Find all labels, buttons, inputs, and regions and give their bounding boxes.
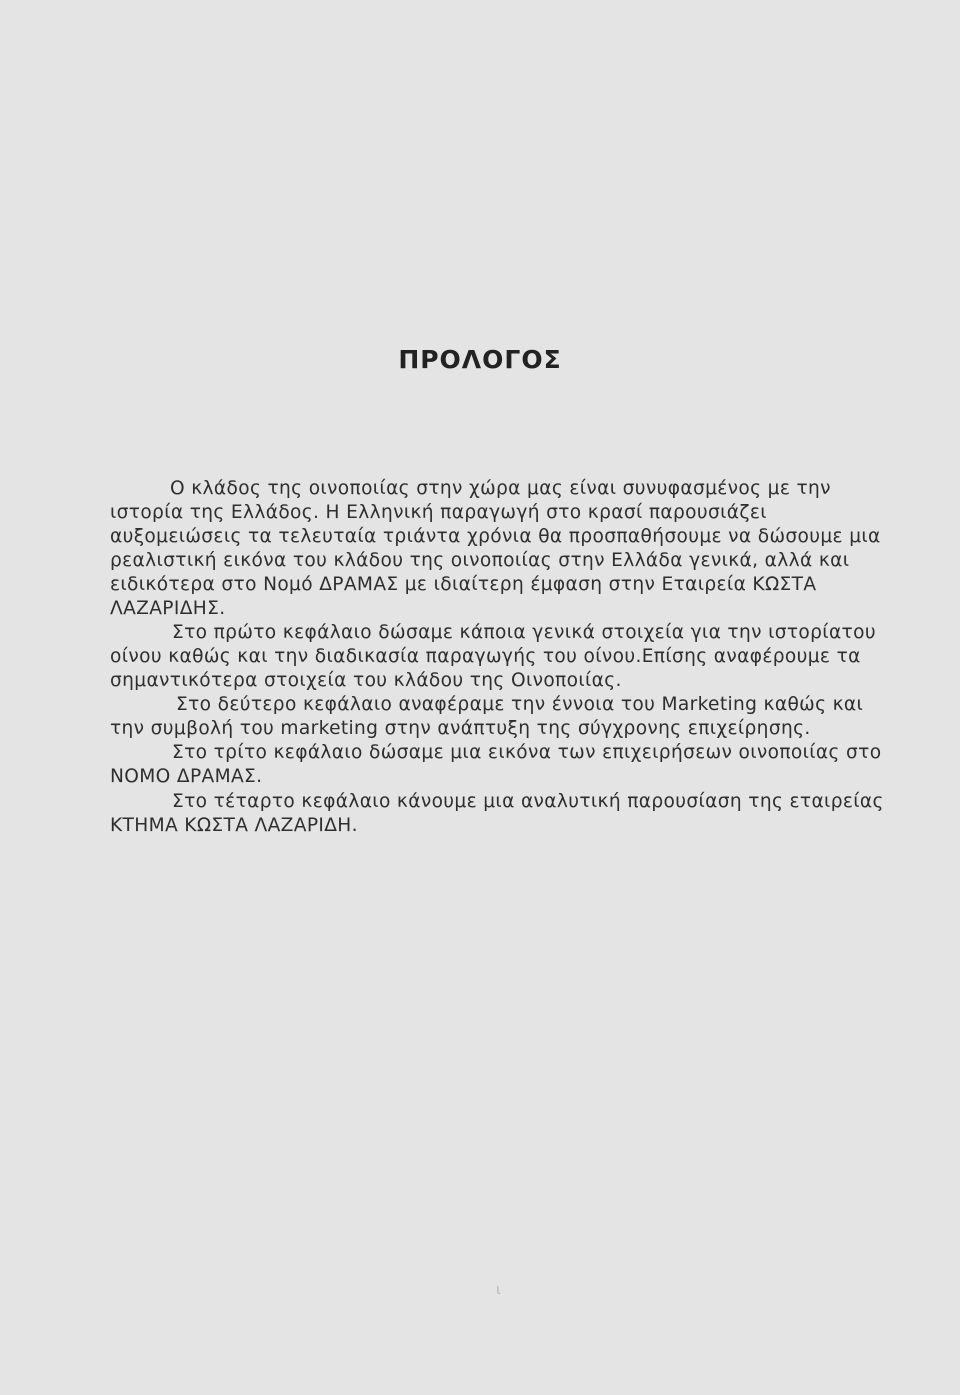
body-line: την συμβολή του marketing στην ανάπτυξη της σύγχρονης επιχείρησης.: [110, 718, 811, 739]
page-mark: ι: [496, 1282, 501, 1298]
body-line: οίνου καθώς και την διαδικασία παραγωγής του οίνου.Επίσης αναφέρουμε τα: [110, 646, 861, 667]
body-line: ΚΤΗΜΑ ΚΩΣΤΑ ΛΑΖΑΡΙΔΗ.: [110, 815, 358, 836]
body-line: σημαντικότερα στοιχεία του κλάδου της Οινοποιίας.: [110, 670, 622, 691]
body-line: αυξομειώσεις τα τελευταία τριάντα χρόνια θα προσπαθήσουμε να δώσουμε μια: [110, 526, 881, 547]
body-line: Στο πρώτο κεφάλαιο δώσαμε κάποια γενικά στοιχεία για την ιστορίατου: [172, 622, 876, 643]
body-line: ρεαλιστική εικόνα του κλάδου της οινοποιίας στην Ελλάδα γενικά, αλλά και: [110, 550, 850, 571]
body-line: ΝΟΜΟ ΔΡΑΜΑΣ.: [110, 766, 263, 787]
body-line: Στο τέταρτο κεφάλαιο κάνουμε μια αναλυτική παρουσίαση της εταιρείας: [172, 791, 884, 812]
body-line: ειδικότερα στο Νομό ΔΡΑΜΑΣ με ιδιαίτερη έμφαση στην Εταιρεία ΚΩΣΤΑ: [110, 574, 817, 595]
body-line: Ο κλάδος της οινοποιίας στην χώρα μας είναι συνυφασμένος με την: [170, 478, 831, 499]
body-line: Στο δεύτερο κεφάλαιο αναφέραμε την έννοια του Marketing καθώς και: [176, 694, 864, 715]
body-line: ιστορία της Ελλάδος. Η Ελληνική παραγωγή στο κρασί παρουσιάζει: [110, 502, 767, 523]
body-line: ΛΑΖΑΡΙΔΗΣ.: [110, 598, 226, 619]
page-title: ΠΡΟΛΟΓΟΣ: [398, 345, 562, 374]
body-line: Στο τρίτο κεφάλαιο δώσαμε μια εικόνα των επιχειρήσεων οινοποιίας στο: [172, 742, 882, 763]
